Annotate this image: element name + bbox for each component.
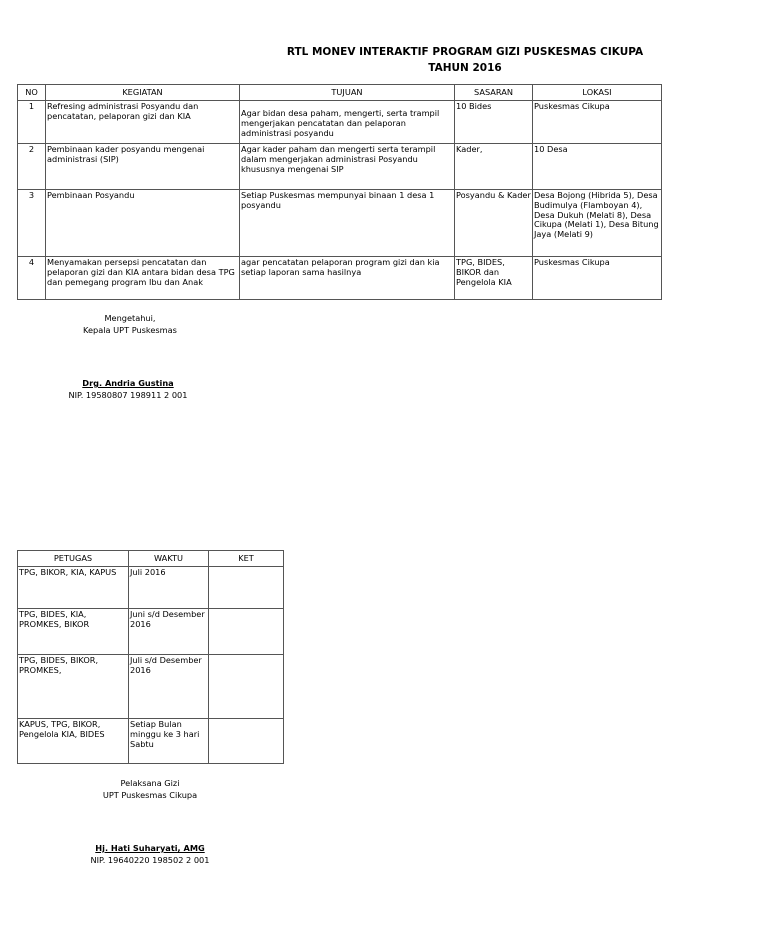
- cell-tujuan: agar pencatatan pelaporan program gizi dan kia setiap laporan sama hasilnya: [240, 257, 455, 300]
- cell-kegiatan: Pembinaan kader posyandu mengenai administrasi (SIP): [46, 144, 240, 190]
- signatory-nip: NIP. 19640220 198502 2 001: [90, 855, 210, 865]
- signature-name-block-kepala: [38, 377, 218, 401]
- title-line-2: TAHUN 2016: [428, 62, 502, 74]
- header-no: NO: [18, 85, 46, 101]
- cell-kegiatan: Menyamakan persepsi pencatatan dan pelaporan gizi dan KIA antara bidan desa TPG dan pemegang program Ibu dan Anak: [46, 257, 240, 300]
- document-title: [260, 44, 670, 76]
- table-row: [18, 190, 662, 257]
- table-row: [18, 609, 284, 655]
- header-kegiatan: KEGIATAN: [46, 85, 240, 101]
- signature-position: Kepala UPT Puskesmas: [83, 325, 177, 335]
- cell-tujuan: Agar kader paham dan mengerti serta terampil dalam mengerjakan administrasi Posyandu khususnya mengenai SIP: [240, 144, 455, 190]
- title-line-1: RTL MONEV INTERAKTIF PROGRAM GIZI PUSKESMAS CIKUPA: [286, 46, 644, 58]
- cell-ket: [209, 609, 284, 655]
- cell-ket: [209, 655, 284, 719]
- table-row: [18, 144, 662, 190]
- cell-lokasi: Desa Bojong (Hibrida 5), Desa Budimulya (Flamboyan 4), Desa Dukuh (Melati 8), Desa Cikupa (Melati 1), Desa Bitung Jaya (Melati 9): [533, 190, 662, 257]
- cell-petugas: KAPUS, TPG, BIKOR, Pengelola KIA, BIDES: [18, 719, 129, 764]
- cell-no: 1: [18, 101, 46, 144]
- signatory-nip: NIP. 19580807 198911 2 001: [68, 390, 188, 400]
- cell-lokasi: Puskesmas Cikupa: [533, 101, 662, 144]
- header-lokasi: LOKASI: [533, 85, 662, 101]
- activity-table: [17, 84, 662, 300]
- signature-label: Mengetahui,: [104, 313, 156, 323]
- officer-table-header: [18, 551, 284, 567]
- cell-petugas: TPG, BIDES, KIA, PROMKES, BIKOR: [18, 609, 129, 655]
- officer-table: [17, 550, 284, 764]
- cell-sasaran: Posyandu & Kader: [455, 190, 533, 257]
- table-row: [18, 567, 284, 609]
- signature-block-pelaksana: [60, 777, 240, 801]
- cell-petugas: TPG, BIKOR, KIA, KAPUS: [18, 567, 129, 609]
- table-row: [18, 101, 662, 144]
- header-sasaran: SASARAN: [455, 85, 533, 101]
- table-row: [18, 719, 284, 764]
- cell-tujuan: Agar bidan desa paham, mengerti, serta trampil mengerjakan pencatatan dan pelaporan administrasi posyandu: [240, 101, 455, 144]
- header-tujuan: TUJUAN: [240, 85, 455, 101]
- cell-no: 3: [18, 190, 46, 257]
- signatory-name: Hj. Hati Suharyati, AMG: [95, 843, 205, 853]
- cell-ket: [209, 567, 284, 609]
- cell-waktu: Juli 2016: [129, 567, 209, 609]
- cell-lokasi: Puskesmas Cikupa: [533, 257, 662, 300]
- header-ket: KET: [209, 551, 284, 567]
- cell-waktu: Setiap Bulan minggu ke 3 hari Sabtu: [129, 719, 209, 764]
- cell-petugas: TPG, BIDES, BIKOR, PROMKES,: [18, 655, 129, 719]
- signature-block-kepala: [40, 312, 220, 336]
- table-row: [18, 257, 662, 300]
- header-waktu: WAKTU: [129, 551, 209, 567]
- activity-table-header: [18, 85, 662, 101]
- cell-lokasi: 10 Desa: [533, 144, 662, 190]
- cell-sasaran: 10 Bides: [455, 101, 533, 144]
- signature-name-block-pelaksana: [60, 842, 240, 866]
- cell-no: 2: [18, 144, 46, 190]
- cell-sasaran: TPG, BIDES, BIKOR dan Pengelola KIA: [455, 257, 533, 300]
- cell-no: 4: [18, 257, 46, 300]
- cell-kegiatan: Pembinaan Posyandu: [46, 190, 240, 257]
- header-petugas: PETUGAS: [18, 551, 129, 567]
- cell-tujuan: Setiap Puskesmas mempunyai binaan 1 desa 1 posyandu: [240, 190, 455, 257]
- cell-ket: [209, 719, 284, 764]
- cell-waktu: Juli s/d Desember 2016: [129, 655, 209, 719]
- table-row: [18, 655, 284, 719]
- signature-position: UPT Puskesmas Cikupa: [102, 790, 198, 800]
- cell-sasaran: Kader,: [455, 144, 533, 190]
- cell-kegiatan: Refresing administrasi Posyandu dan pencatatan, pelaporan gizi dan KIA: [46, 101, 240, 144]
- signatory-name: Drg. Andria Gustina: [82, 378, 174, 388]
- signature-label: Pelaksana Gizi: [120, 778, 180, 788]
- cell-waktu: Juni s/d Desember 2016: [129, 609, 209, 655]
